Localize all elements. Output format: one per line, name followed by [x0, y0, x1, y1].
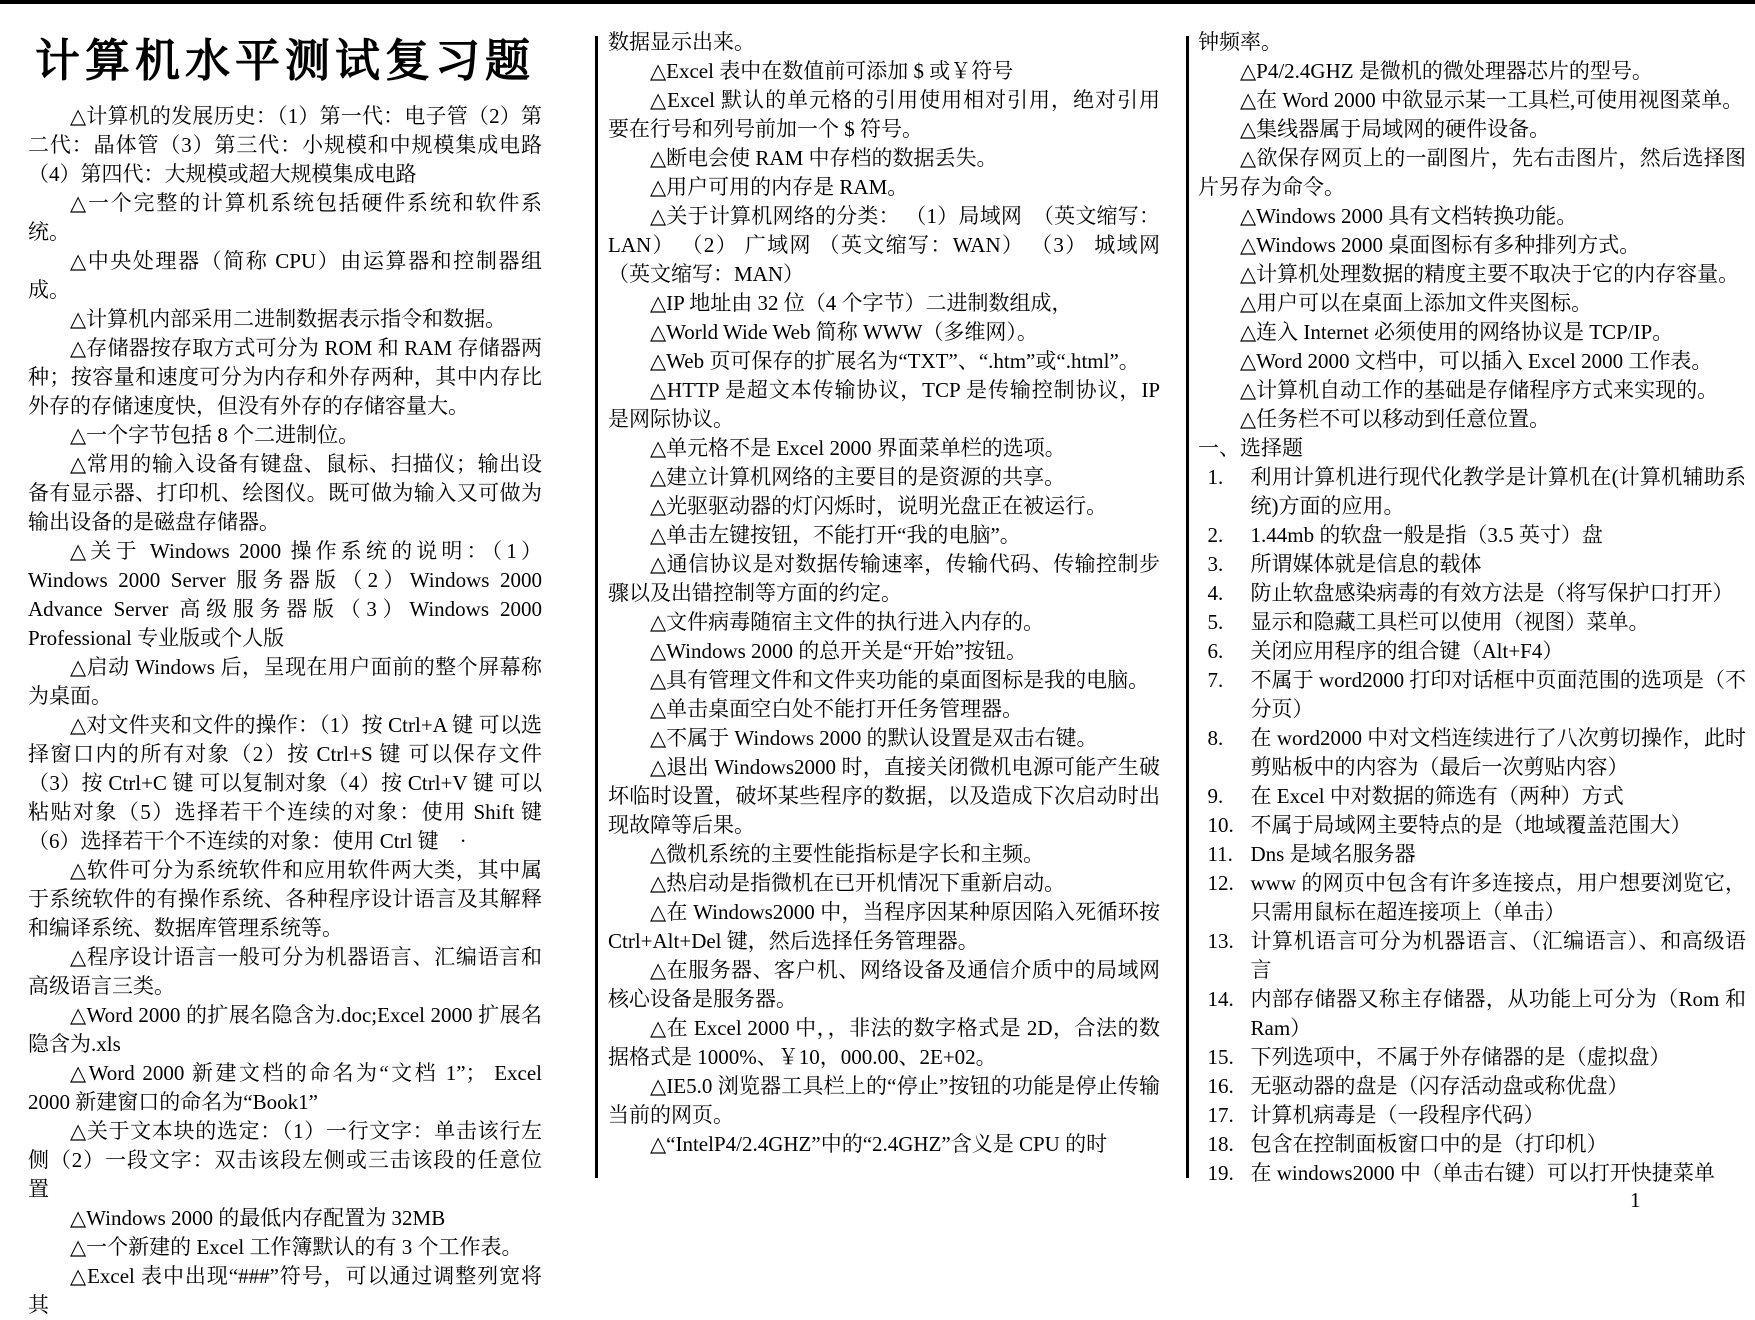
question-list	[1198, 463, 1746, 1188]
item-text: 计算机病毒是（一段程序代码）	[1250, 1103, 1545, 1127]
list-item	[1198, 869, 1746, 927]
paragraph: △HTTP 是超文本传输协议，TCP 是传输控制协议，IP 是网际协议。	[608, 378, 1160, 431]
paragraph: △一个字节包括 8 个二进制位。	[70, 423, 360, 447]
list-item	[1198, 608, 1746, 637]
item-text: 不属于 word2000 打印对话框中页面范围的选项是（不分页）	[1250, 668, 1746, 721]
list-item	[1198, 1130, 1746, 1159]
paragraph: △关于计算机网络的分类： （1）局域网 （英文缩写：LAN） （2） 广域网 （英文缩写：WAN） （3） 城域网（英文缩写：MAN）	[608, 204, 1160, 286]
item-text: 1.44mb 的软盘一般是指（3.5 英寸）盘	[1250, 523, 1603, 547]
column-1-paragraphs	[28, 102, 542, 1320]
item-number: 2.	[1207, 523, 1224, 547]
item-number: 18.	[1207, 1132, 1234, 1156]
paragraph: △计算机内部采用二进制数据表示指令和数据。	[70, 307, 507, 331]
list-item	[1198, 840, 1746, 869]
item-number: 4.	[1207, 581, 1224, 605]
item-text: 下列选项中，不属于外存储器的是（虚拟盘）	[1250, 1045, 1671, 1069]
paragraph: △存储器按存取方式可分为 ROM 和 RAM 存储器两种；按容量和速度可分为内存和外存两种，其中内存比外存的存储速度快，但没有外存的存储容量大。	[28, 336, 542, 418]
column-3	[1198, 28, 1746, 1188]
paragraph: △在 Windows2000 中，当程序因某种原因陷入死循环按 Ctrl+Alt+Del 键，然后选择任务管理器。	[608, 900, 1160, 953]
column-divider-left	[595, 36, 598, 1178]
paragraph: △Excel 默认的单元格的引用使用相对引用，绝对引用要在行号和列号前加一个 $ 符号。	[608, 88, 1160, 141]
list-item	[1198, 811, 1746, 840]
column-1	[28, 26, 542, 1320]
column-2	[608, 28, 1160, 1159]
item-text: 在 word2000 中对文档连续进行了八次剪切操作，此时剪贴板中的内容为（最后一次剪贴内容）	[1250, 726, 1746, 779]
paragraph: △断电会使 RAM 中存档的数据丢失。	[650, 146, 998, 170]
paragraph: △微机系统的主要性能指标是字长和主频。	[650, 842, 1045, 866]
item-number: 17.	[1207, 1103, 1234, 1127]
paragraph: △Word 2000 的扩展名隐含为.doc;Excel 2000 扩展名隐含为.xls	[28, 1003, 542, 1056]
paragraph: △在 Excel 2000 中，，非法的数字格式是 2D，合法的数据格式是 1000%、￥10，000.00、2E+02。	[608, 1016, 1160, 1069]
item-text: 防止软盘感染病毒的有效方法是（将写保护口打开）	[1250, 581, 1734, 605]
paragraph: △计算机自动工作的基础是存储程序方式来实现的。	[1240, 378, 1719, 402]
item-text: Dns 是域名服务器	[1250, 842, 1416, 866]
list-item	[1198, 1043, 1746, 1072]
paragraph: △连入 Internet 必须使用的网络协议是 TCP/IP。	[1240, 320, 1674, 344]
paragraph: △在服务器、客户机、网络设备及通信介质中的局域网核心设备是服务器。	[608, 958, 1160, 1011]
paragraph: △单击左键按钮，不能打开“我的电脑”。	[650, 523, 1021, 547]
paragraph: △P4/2.4GHZ 是微机的微处理器芯片的型号。	[1240, 59, 1653, 83]
paragraph: △启动 Windows 后，呈现在用户面前的整个屏幕称为桌面。	[28, 655, 542, 708]
item-text: 无驱动器的盘是（闪存活动盘或称优盘）	[1250, 1074, 1629, 1098]
column-divider-right	[1186, 36, 1189, 1178]
item-text: 关闭应用程序的组合键（Alt+F4）	[1250, 639, 1564, 663]
top-border-line	[0, 0, 1755, 4]
paragraph: △关于 Windows 2000 操作系统的说明：（1）Windows 2000 Server 服务器版（2）Windows 2000 Advance Server 高级服务器版（3）Windows 2000 Professional 专业版或个人版	[28, 539, 542, 650]
item-number: 10.	[1207, 813, 1234, 837]
list-item	[1198, 782, 1746, 811]
paragraph: △对文件夹和文件的操作：（1）按 Ctrl+A 键 可以选择窗口内的所有对象（2）按 Ctrl+S 键 可以保存文件（3）按 Ctrl+C 键 可以复制对象（4）按 Ctrl+V 键 可以粘贴对象（5）选择若干个连续的对象：使用 Shift 键（6）选择若干个不连续的对象：使用 Ctrl 键 ·	[28, 713, 542, 853]
paragraph: △Web 页可保存的扩展名为“TXT”、“.htm”或“.html”。	[650, 349, 1140, 373]
item-number: 15.	[1207, 1045, 1234, 1069]
paragraph: △“IntelP4/2.4GHZ”中的“2.4GHZ”含义是 CPU 的时	[650, 1132, 1108, 1156]
paragraph: △任务栏不可以移动到任意位置。	[1240, 407, 1551, 431]
column-2-paragraphs	[608, 28, 1160, 1159]
paragraph: △计算机的发展历史：（1）第一代：电子管（2）第二代：晶体管（3）第三代：小规模和中规模集成电路（4）第四代：大规模或超大规模集成电路	[28, 104, 542, 186]
list-item	[1198, 637, 1746, 666]
item-number: 1.	[1207, 465, 1224, 489]
list-item	[1198, 1072, 1746, 1101]
paragraph: △IP 地址由 32 位（4 个字节）二进制数组成，	[650, 291, 1073, 315]
item-number: 7.	[1207, 668, 1224, 692]
list-item	[1198, 1101, 1746, 1130]
paragraph: △关于文本块的选定：（1）一行文字：单击该行左侧（2）一段文字：双击该段左侧或三击该段的任意位置	[28, 1119, 542, 1201]
item-text: 不属于局域网主要特点的是（地域覆盖范围大）	[1250, 813, 1692, 837]
paragraph: △Excel 表中出现“###”符号，可以通过调整列宽将其	[28, 1264, 542, 1317]
list-item	[1198, 1159, 1746, 1188]
item-number: 14.	[1207, 987, 1234, 1011]
paragraph: △光驱驱动器的灯闪烁时，说明光盘正在被运行。	[650, 494, 1108, 518]
list-item	[1198, 666, 1746, 724]
paragraph: 数据显示出来。	[608, 30, 755, 54]
paragraph: 钟频率。	[1198, 30, 1282, 54]
paragraph: △Windows 2000 具有文档转换功能。	[1240, 204, 1578, 228]
list-item	[1198, 985, 1746, 1043]
item-text: 在 windows2000 中（单击右键）可以打开快捷菜单	[1250, 1161, 1715, 1185]
item-number: 5.	[1207, 610, 1224, 634]
item-number: 11.	[1207, 842, 1233, 866]
item-text: 显示和隐藏工具栏可以使用（视图）菜单。	[1250, 610, 1650, 634]
paragraph: △World Wide Web 简称 WWW（多维网）。	[650, 320, 1038, 344]
item-number: 19.	[1207, 1161, 1234, 1185]
list-item	[1198, 463, 1746, 521]
column-3-paragraphs	[1198, 28, 1746, 434]
paragraph: △Windows 2000 的总开关是“开始”按钮。	[650, 639, 1027, 663]
item-number: 16.	[1207, 1074, 1234, 1098]
paragraph: △具有管理文件和文件夹功能的桌面图标是我的电脑。	[650, 668, 1150, 692]
item-number: 13.	[1207, 929, 1234, 953]
paragraph: △常用的输入设备有键盘、鼠标、扫描仪；输出设备有显示器、打印机、绘图仪。既可做为输入又可做为输出设备的是磁盘存储器。	[28, 452, 542, 534]
item-number: 3.	[1207, 552, 1224, 576]
paragraph: △欲保存网页上的一副图片，先右击图片，然后选择图片另存为命令。	[1198, 146, 1746, 199]
paragraph: △中央处理器（简称 CPU）由运算器和控制器组成。	[28, 249, 542, 302]
paragraph: △IE5.0 浏览器工具栏上的“停止”按钮的功能是停止传输当前的网页。	[608, 1074, 1160, 1127]
list-item	[1198, 550, 1746, 579]
paragraph: △文件病毒随宿主文件的执行进入内存的。	[650, 610, 1045, 634]
item-text: 包含在控制面板窗口中的是（打印机）	[1250, 1132, 1608, 1156]
paragraph: △Windows 2000 桌面图标有多种排列方式。	[1240, 233, 1641, 257]
paragraph: △集线器属于局域网的硬件设备。	[1240, 117, 1551, 141]
section-heading: 一、选择题	[1198, 436, 1303, 460]
page-title: 计算机水平测试复习题	[34, 36, 535, 86]
item-text: 计算机语言可分为机器语言、（汇编语言）、和高级语言	[1250, 929, 1746, 982]
paragraph: △退出 Windows2000 时，直接关闭微机电源可能产生破坏临时设置，破坏某些程序的数据，以及造成下次启动时出现故障等后果。	[608, 755, 1160, 837]
paragraph: △通信协议是对数据传输速率，传输代码、传输控制步骤以及出错控制等方面的约定。	[608, 552, 1160, 605]
paragraph: △计算机处理数据的精度主要不取决于它的内存容量。	[1240, 262, 1740, 286]
paragraph: △软件可分为系统软件和应用软件两大类，其中属于系统软件的有操作系统、各种程序设计语言及其解释和编译系统、数据库管理系统等。	[28, 858, 542, 940]
paragraph: △一个新建的 Excel 工作簿默认的有 3 个工作表。	[70, 1235, 523, 1259]
paragraph: △程序设计语言一般可分为机器语言、汇编语言和高级语言三类。	[28, 945, 542, 998]
list-item	[1198, 521, 1746, 550]
list-item	[1198, 724, 1746, 782]
paragraph: △在 Word 2000 中欲显示某一工具栏,可使用视图菜单。	[1240, 88, 1744, 112]
list-item	[1198, 927, 1746, 985]
item-text: www 的网页中包含有许多连接点，用户想要浏览它，只需用鼠标在超连接项上（单击）	[1250, 871, 1746, 924]
paragraph: △建立计算机网络的主要目的是资源的共享。	[650, 465, 1066, 489]
list-item	[1198, 579, 1746, 608]
paragraph: △Word 2000 文档中，可以插入 Excel 2000 工作表。	[1240, 349, 1713, 373]
paragraph: △不属于 Windows 2000 的默认设置是双击右键。	[650, 726, 1098, 750]
item-text: 内部存储器又称主存储器，从功能上可分为（Rom 和 Ram）	[1250, 987, 1746, 1040]
paragraph: △Windows 2000 的最低内存配置为 32MB	[70, 1206, 446, 1230]
page-number: 1	[1630, 1188, 1641, 1212]
item-number: 8.	[1207, 726, 1224, 750]
item-number: 6.	[1207, 639, 1224, 663]
paragraph: △Word 2000 新建文档的命名为“文档 1”； Excel 2000 新建窗口的命名为“Book1”	[28, 1061, 542, 1114]
item-text: 利用计算机进行现代化教学是计算机在(计算机辅助系统)方面的应用。	[1250, 465, 1746, 518]
item-number: 9.	[1207, 784, 1224, 808]
paragraph: △单击桌面空白处不能打开任务管理器。	[650, 697, 1024, 721]
item-text: 在 Excel 中对数据的筛选有（两种）方式	[1250, 784, 1624, 808]
paragraph: △热启动是指微机在已开机情况下重新启动。	[650, 871, 1066, 895]
paragraph: △Excel 表中在数值前可添加 $ 或￥符号	[650, 59, 1014, 83]
paragraph: △用户可以在桌面上添加文件夹图标。	[1240, 291, 1593, 315]
paragraph: △用户可用的内存是 RAM。	[650, 175, 909, 199]
item-text: 所谓媒体就是信息的载体	[1250, 552, 1482, 576]
item-number: 12.	[1207, 871, 1234, 895]
paragraph: △一个完整的计算机系统包括硬件系统和软件系统。	[28, 191, 542, 244]
paragraph: △单元格不是 Excel 2000 界面菜单栏的选项。	[650, 436, 1066, 460]
